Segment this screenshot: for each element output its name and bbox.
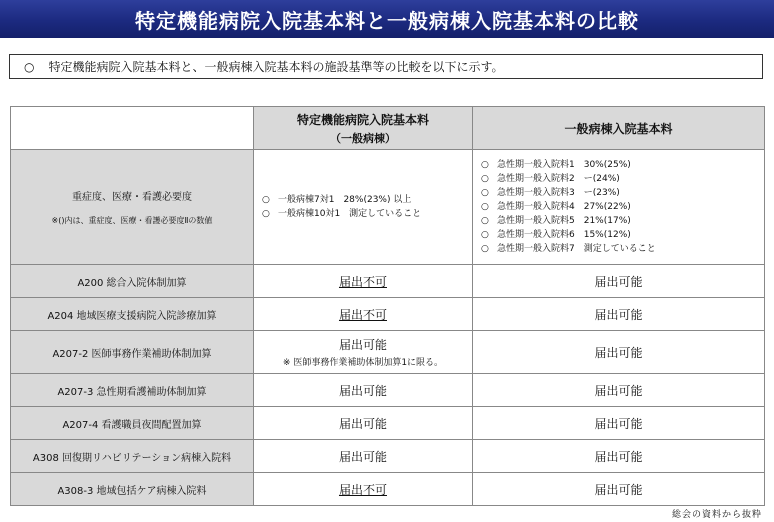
list-item xyxy=(481,172,764,186)
intro-box xyxy=(9,54,763,79)
list-item-text: 急性期一般入院料3 ー(23%) xyxy=(497,188,620,198)
severity-label xyxy=(11,150,254,265)
special-value xyxy=(254,473,473,506)
list-item-text: 急性期一般入院料5 21%(17%) xyxy=(497,216,631,226)
row-label: A207-2 医師事務作業補助体制加算 xyxy=(11,331,254,374)
row-label: A207-3 急性期看護補助体制加算 xyxy=(11,374,254,407)
list-item xyxy=(481,200,764,214)
special-value xyxy=(254,374,473,407)
general-value: 届出可能 xyxy=(473,473,765,506)
severity-general-list xyxy=(473,158,764,256)
special-status: 届出不可 xyxy=(338,274,387,289)
list-item-text: 一般病棟10対1 測定していること xyxy=(278,209,422,219)
comparison-table xyxy=(10,106,765,506)
special-status: 届出不可 xyxy=(338,307,387,322)
list-item xyxy=(481,242,764,256)
table-row xyxy=(11,440,765,473)
severity-special-list xyxy=(254,193,472,221)
table-row xyxy=(11,473,765,506)
circle-marker: ○ xyxy=(481,244,489,254)
list-item-text: 急性期一般入院料7 測定していること xyxy=(497,244,656,254)
row-label: A308-3 地域包括ケア病棟入院料 xyxy=(11,473,254,506)
row-label: A204 地域医療支援病院入院診療加算 xyxy=(11,298,254,331)
severity-special xyxy=(254,150,473,265)
header-special xyxy=(254,107,473,150)
special-value xyxy=(254,265,473,298)
row-label: A308 回復期リハビリテーション病棟入院料 xyxy=(11,440,254,473)
table-row xyxy=(11,265,765,298)
circle-marker: ○ xyxy=(481,230,489,240)
table-row xyxy=(11,331,765,374)
list-item-text: 急性期一般入院料4 27%(22%) xyxy=(497,202,631,212)
severity-label-note: ※()内は、重症度、医療・看護必要度Ⅱの数値 xyxy=(51,216,213,225)
circle-marker: ○ xyxy=(481,216,489,226)
row-label: A200 総合入院体制加算 xyxy=(11,265,254,298)
header-special-sub: （一般病棟） xyxy=(330,131,396,145)
list-item-text: 急性期一般入院料2 ー(24%) xyxy=(497,174,620,184)
header-general-main: 一般病棟入院基本料 xyxy=(564,121,673,136)
general-value: 届出可能 xyxy=(473,298,765,331)
list-item xyxy=(481,158,764,172)
general-value: 届出可能 xyxy=(473,407,765,440)
circle-marker: ○ xyxy=(481,160,489,170)
special-note: ※ 医師事務作業補助体制加算1に限る。 xyxy=(282,358,444,368)
list-item xyxy=(481,228,764,242)
table-row xyxy=(11,374,765,407)
intro-marker: ○ xyxy=(24,59,35,74)
severity-general xyxy=(473,150,765,265)
corner-cell xyxy=(11,107,254,150)
list-item xyxy=(262,193,472,207)
intro-text: 特定機能病院入院基本料と、一般病棟入院基本料の施設基準等の比較を以下に示す。 xyxy=(48,60,504,74)
row-label: A207-4 看護職員夜間配置加算 xyxy=(11,407,254,440)
header-special-main: 特定機能病院入院基本料 xyxy=(296,112,429,127)
list-item xyxy=(481,186,764,200)
list-item-text: 急性期一般入院料1 30%(25%) xyxy=(497,160,631,170)
special-status: 届出可能 xyxy=(338,416,387,431)
header-general xyxy=(473,107,765,150)
comparison-rows xyxy=(11,265,765,506)
circle-marker: ○ xyxy=(262,195,270,205)
special-value xyxy=(254,331,473,374)
circle-marker: ○ xyxy=(262,209,270,219)
table-row xyxy=(11,298,765,331)
general-value: 届出可能 xyxy=(473,374,765,407)
special-status: 届出可能 xyxy=(338,338,387,352)
severity-label-title: 重症度、医療・看護必要度 xyxy=(72,192,192,203)
source-note: 総会の資料から抜粋 xyxy=(671,510,762,520)
special-status: 届出不可 xyxy=(338,482,387,497)
list-item-text: 急性期一般入院料6 15%(12%) xyxy=(497,230,631,240)
special-value xyxy=(254,407,473,440)
circle-marker: ○ xyxy=(481,188,489,198)
circle-marker: ○ xyxy=(481,202,489,212)
general-value: 届出可能 xyxy=(473,440,765,473)
list-item-text: 一般病棟7対1 28%(23%) 以上 xyxy=(278,195,412,205)
page-title: 特定機能病院入院基本料と一般病棟入院基本料の比較 xyxy=(0,0,774,38)
special-value xyxy=(254,440,473,473)
general-value: 届出可能 xyxy=(473,265,765,298)
special-value xyxy=(254,298,473,331)
special-status: 届出可能 xyxy=(338,383,387,398)
special-status: 届出可能 xyxy=(338,449,387,464)
table-row xyxy=(11,407,765,440)
general-value: 届出可能 xyxy=(473,331,765,374)
list-item xyxy=(262,207,472,221)
list-item xyxy=(481,214,764,228)
circle-marker: ○ xyxy=(481,174,489,184)
